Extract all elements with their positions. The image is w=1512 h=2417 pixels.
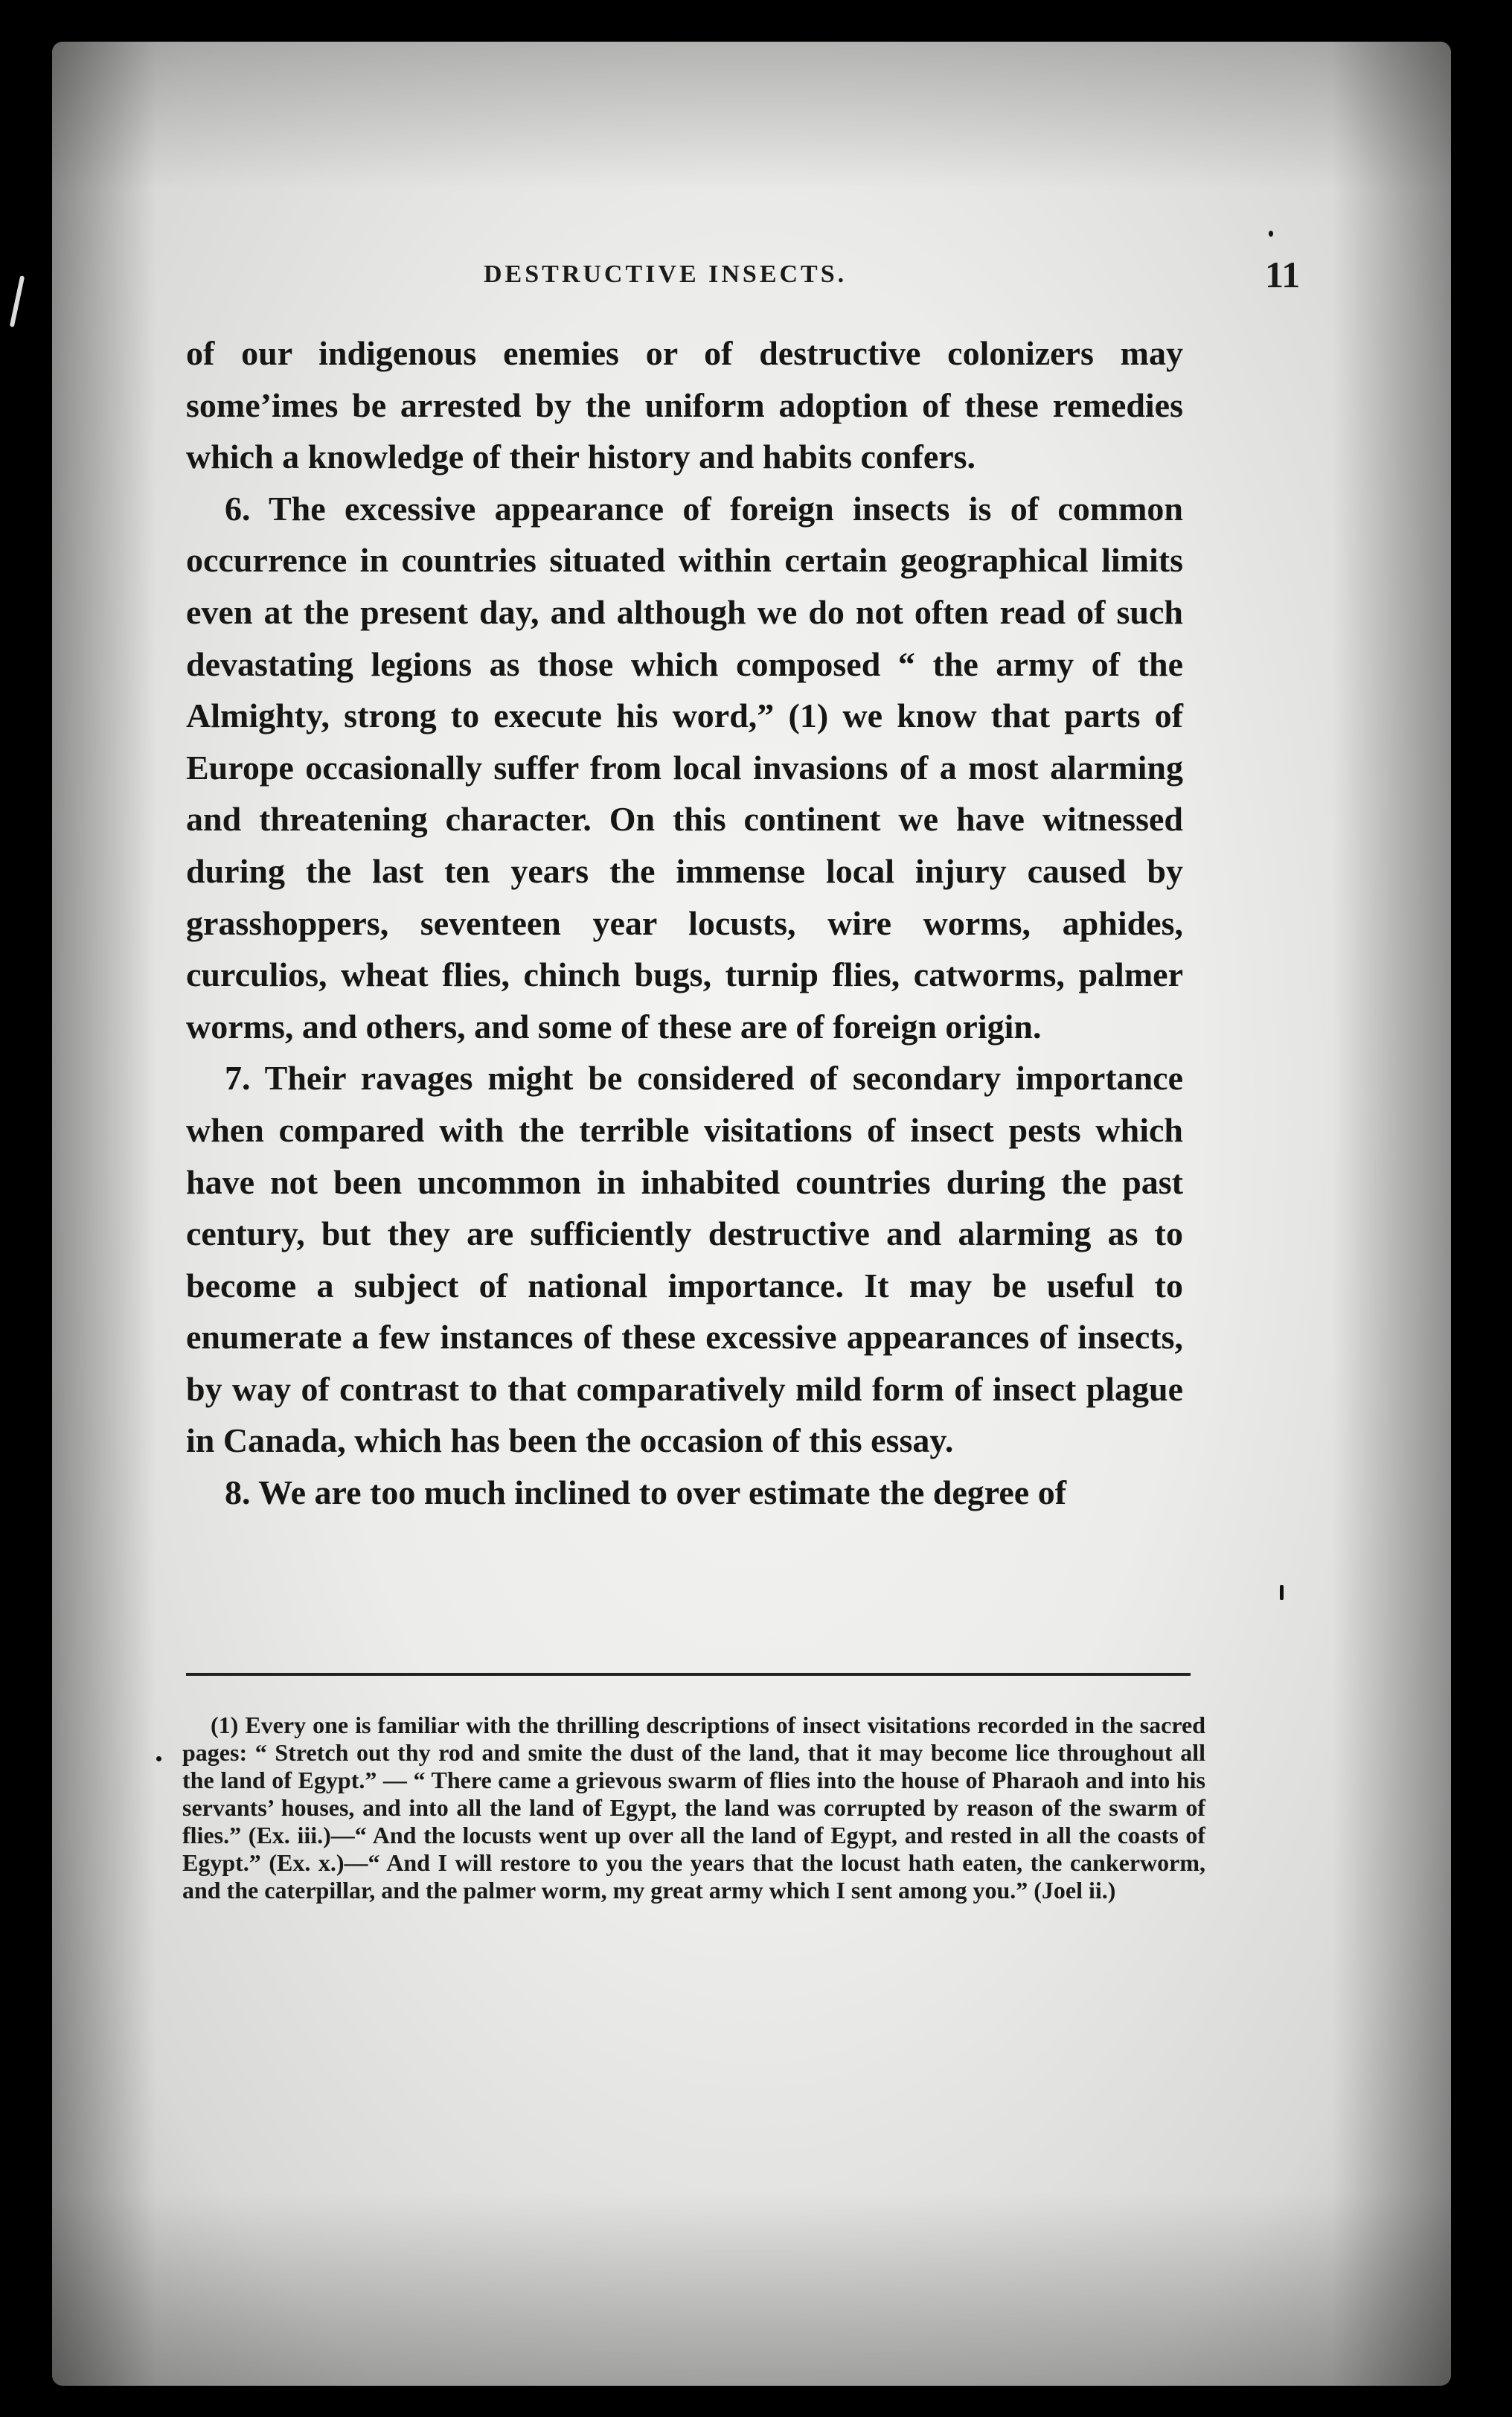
running-head: DESTRUCTIVE INSECTS. [484, 260, 848, 288]
page-shadow-bottom [52, 2192, 1451, 2386]
paragraph-8: 8. We are too much inclined to over estimate the degree of [225, 1473, 1067, 1512]
footnote-text: (1) Every one is familiar with the thrilling descriptions of insect visitations recorded in the sacred pages: “ Stretch out thy rod and smite the dust of the land, that it may become lice throughout all the land of Egypt.” — “ There came a grievous swarm of flies into the house of Pharaoh and into his servants’ houses, and into all the land of Egypt, the land was corrupted by reason of the swarm of flies.” (Ex. iii.)—“ And the locusts went up over all the land of Egypt, and rested in all the coasts of Egypt.” (Ex. x.)—“ And I will restore to you the years that the locust hath eaten, the cankerworm, and the caterpillar, and the palmer worm, my great army which I sent among you.” (Joel ii.) [182, 1712, 1205, 1904]
page-shadow-left [52, 42, 156, 2386]
paragraph-continued: of our indigenous enemies or of destructive colonizers may some’imes be arrested by the uniform adoption of these remedies which a knowledge of their history and habits confers. [186, 334, 1183, 476]
body-text [186, 327, 1183, 1519]
page-shadow-right [1332, 42, 1451, 2386]
ink-speck [1280, 1585, 1284, 1600]
ink-speck [1269, 231, 1273, 237]
page-shadow-top [52, 42, 1451, 191]
footnote-rule [186, 1673, 1191, 1676]
page-number: 11 [1265, 254, 1301, 295]
ink-speck [10, 275, 25, 327]
paragraph-6: 6. The excessive appearance of foreign insects is of common occurrence in countries situated within certain geographical limits even at the present day, and although we do not often read of such devastating legions as those which composed “ the army of the Almighty, strong to execute his word,” (1) we know that parts of Europe occasionally suffer from local invasions of a most alarming and threatening character. On this continent we have witnessed during the last ten years the immense local injury caused by grasshoppers, seventeen year locusts, wire worms, aphides, curculios, wheat flies, chinch bugs, turnip flies, catworms, palmer worms, and others, and some of these are of foreign origin. [186, 489, 1183, 1046]
paragraph-7: 7. Their ravages might be considered of secondary importance when compared with the terrible visitations of insect pests which have not been uncommon in inhabited countries during the past century, but they are sufficiently destructive and alarming as to become a subject of national importance. It may be useful to enumerate a few instances of these excessive appearances of insects, by way of contrast to that comparatively mild form of insect plague in Canada, which has been the occasion of this essay. [186, 1059, 1183, 1460]
footnote [182, 1712, 1205, 1904]
ink-speck [156, 1756, 161, 1761]
